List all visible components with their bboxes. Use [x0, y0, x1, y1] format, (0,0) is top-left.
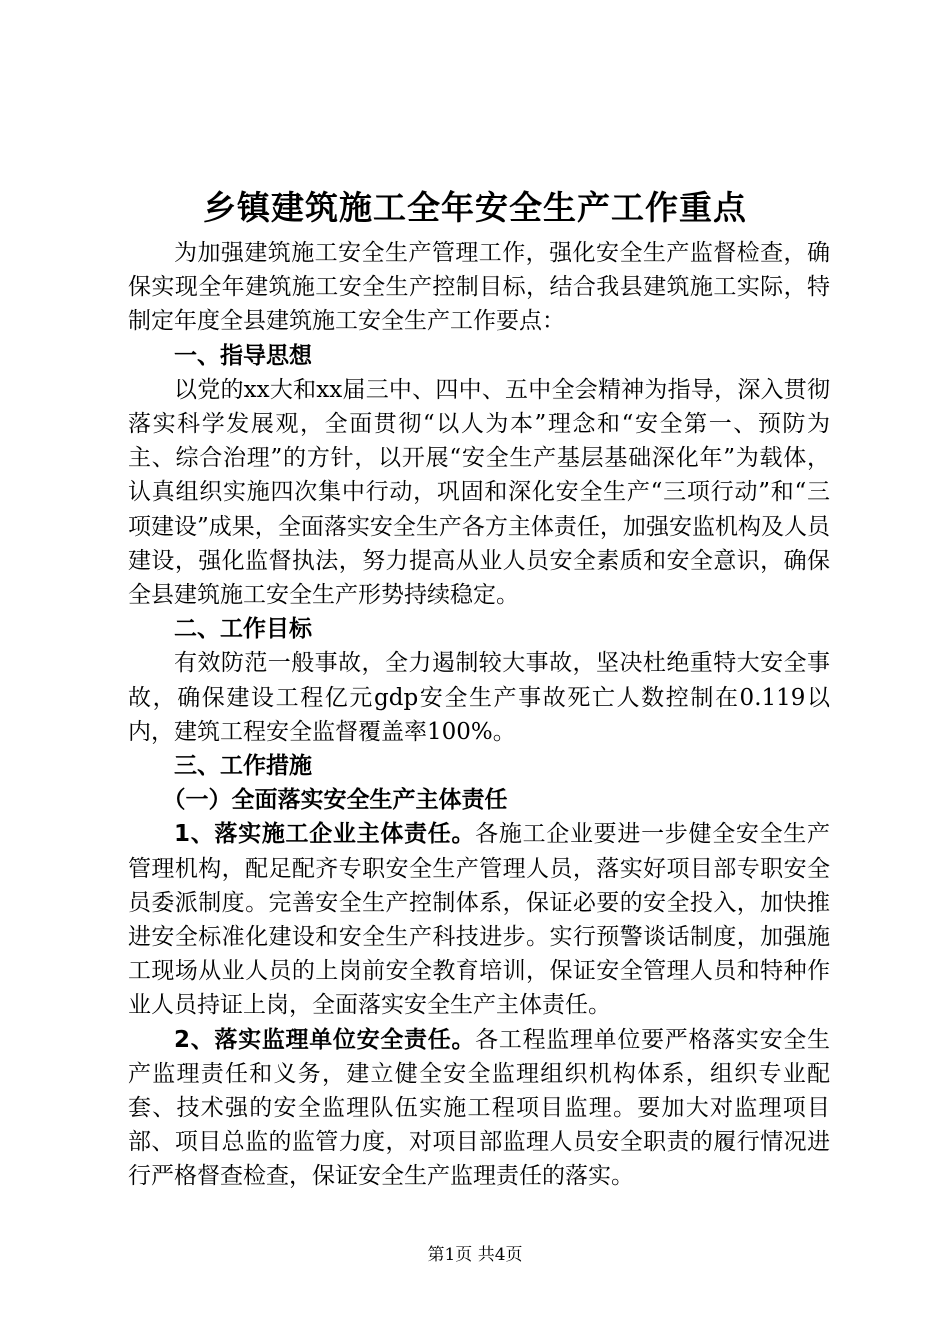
intro-paragraph: 为加强建筑施工安全生产管理工作，强化安全生产监督检查，确保实现全年建筑施工安全生产控制目标，结合我县建筑施工实际，特制定年度全县建筑施工安全生产工作要点： — [128, 240, 830, 335]
section-heading-work-goals: 二、工作目标 — [174, 616, 312, 643]
measure-item-construction-enterprise — [128, 817, 830, 1022]
subsection-heading-main-responsibility: （一）全面落实安全生产主体责任 — [162, 787, 508, 814]
document-body — [128, 236, 830, 1194]
measure-item-text: 各施工企业要进一步健全安全生产管理机构，配足配齐专职安全生产管理人员，落实好项目部专职安全员委派制度。完善安全生产控制体系，保证必要的安全投入，加快推进安全标准化建设和安全生产科技进步。实行预警谈话制度，加强施工现场从业人员的上岗前安全教育培训，保证安全管理人员和特种作业人员持证上岗，全面落实安全生产主体责任。 — [128, 821, 830, 1019]
measure-item-lead: 1、落实施工企业主体责任。 — [174, 821, 476, 848]
section-heading-guiding-ideology: 一、指导思想 — [174, 342, 312, 369]
section-heading-work-measures: 三、工作措施 — [174, 753, 312, 780]
measure-item-lead: 2、落实监理单位安全责任。 — [174, 1026, 476, 1053]
document-title: 乡镇建筑施工全年安全生产工作重点 — [203, 188, 747, 227]
section-paragraph-work-goals: 有效防范一般事故，全力遏制较大事故，坚决杜绝重特大安全事故，确保建设工程亿元gdp安全生产事故死亡人数控制在0.119以内，建筑工程安全监督覆盖率100%。 — [128, 650, 830, 745]
measure-item-supervision-unit — [128, 1023, 830, 1194]
page-footer: 第1页 共4页 — [427, 1245, 523, 1265]
section-paragraph-guiding-ideology: 以党的xx大和xx届三中、四中、五中全会精神为指导，深入贯彻落实科学发展观，全面贯彻“以人为本”理念和“安全第一、预防为主、综合治理”的方针，以开展“安全生产基层基础深化年”为载体，认真组织实施四次集中行动，巩固和深化安全生产“三项行动”和“三项建设”成果，全面落实安全生产各方主体责任，加强安监机构及人员建设，强化监督执法，努力提高从业人员安全素质和安全意识，确保全县建筑施工安全生产形势持续稳定。 — [128, 376, 830, 609]
measure-item-text: 各工程监理单位要严格落实安全生产监理责任和义务，建立健全安全监理组织机构体系，组织专业配套、技术强的安全监理队伍实施工程项目监理。要加大对监理项目部、项目总监的监管力度，对项目部监理人员安全职责的履行情况进行严格督查检查，保证安全生产监理责任的落实。 — [128, 1026, 830, 1190]
